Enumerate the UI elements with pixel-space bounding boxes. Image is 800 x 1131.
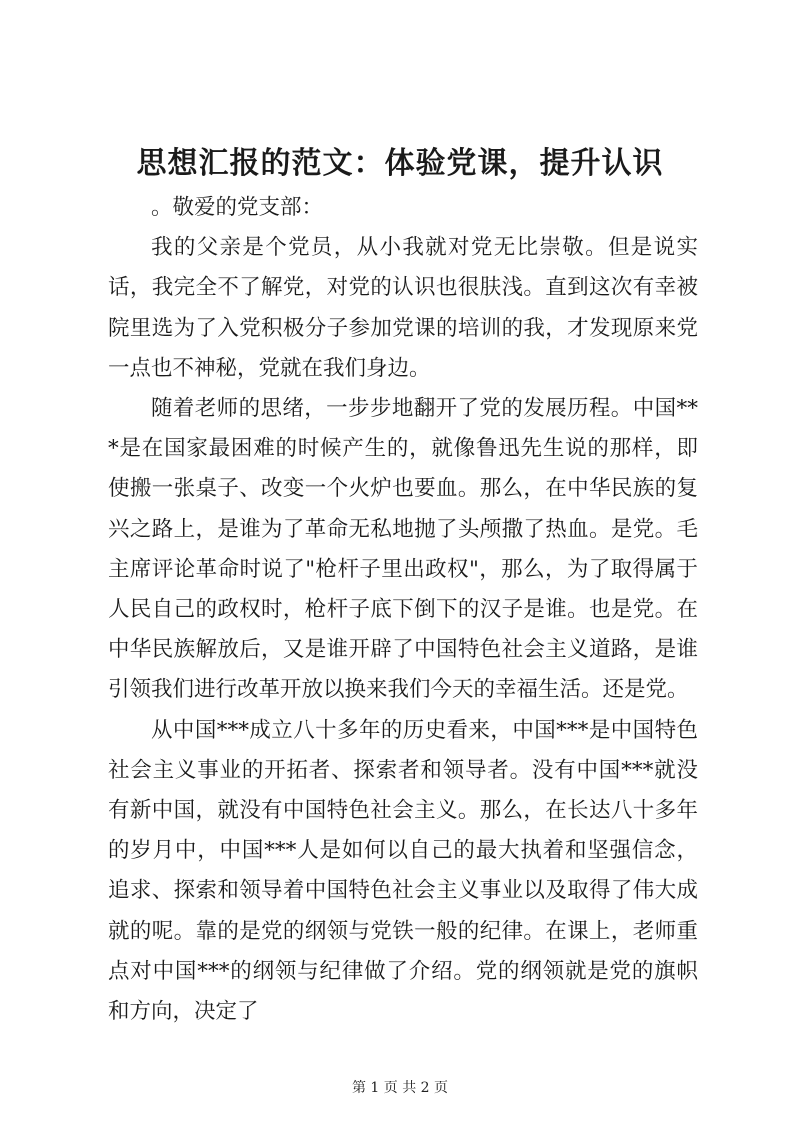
paragraph: 从中国***成立八十多年的历史看来，中国***是中国特色社会主义事业的开拓者、探索者和领导者。没有中国***就没有新中国，就没有中国特色社会主义。那么，在长达八十多年的岁月中，中国***人是如何以自己的最大执着和坚强信念，追求、探索和领导着中国特色社会主义事业以及取得了伟大成就的呢。靠的是党的纲领与党铁一般的纪律。在课上，老师重点对中国***的纲领与纪律做了介绍。党的纲领就是党的旗帜和方向，决定了 [108,717,698,1025]
document-title: 思想汇报的范文：体验党课，提升认识 [136,146,664,181]
paragraph: 我的父亲是个党员，从小我就对党无比崇敬。但是说实话，我完全不了解党，对党的认识也很肤浅。直到这次有幸被院里选为了入党积极分子参加党课的培训的我，才发现原来党一点也不神秘，党就在我们身边。 [108,235,698,381]
salutation: 。敬爱的党支部： [151,195,324,220]
paragraph: 随着老师的思绪，一步步地翻开了党的发展历程。中国***是在国家最困难的时候产生的，就像鲁迅先生说的那样，即使搬一张桌子、改变一个火炉也要血。那么，在中华民族的复兴之路上，是谁为了革命无私地抛了头颅撒了热血。是党。毛主席评论革命时说了"枪杆子里出政权"，那么，为了取得属于人民自己的政权时，枪杆子底下倒下的汉子是谁。也是党。在中华民族解放后，又是谁开辟了中国特色社会主义道路，是谁引领我们进行改革开放以换来我们今天的幸福生活。还是党。 [108,396,698,703]
document-body [108,188,698,1032]
page-footer: 第 1 页 共 2 页 [351,1080,449,1096]
